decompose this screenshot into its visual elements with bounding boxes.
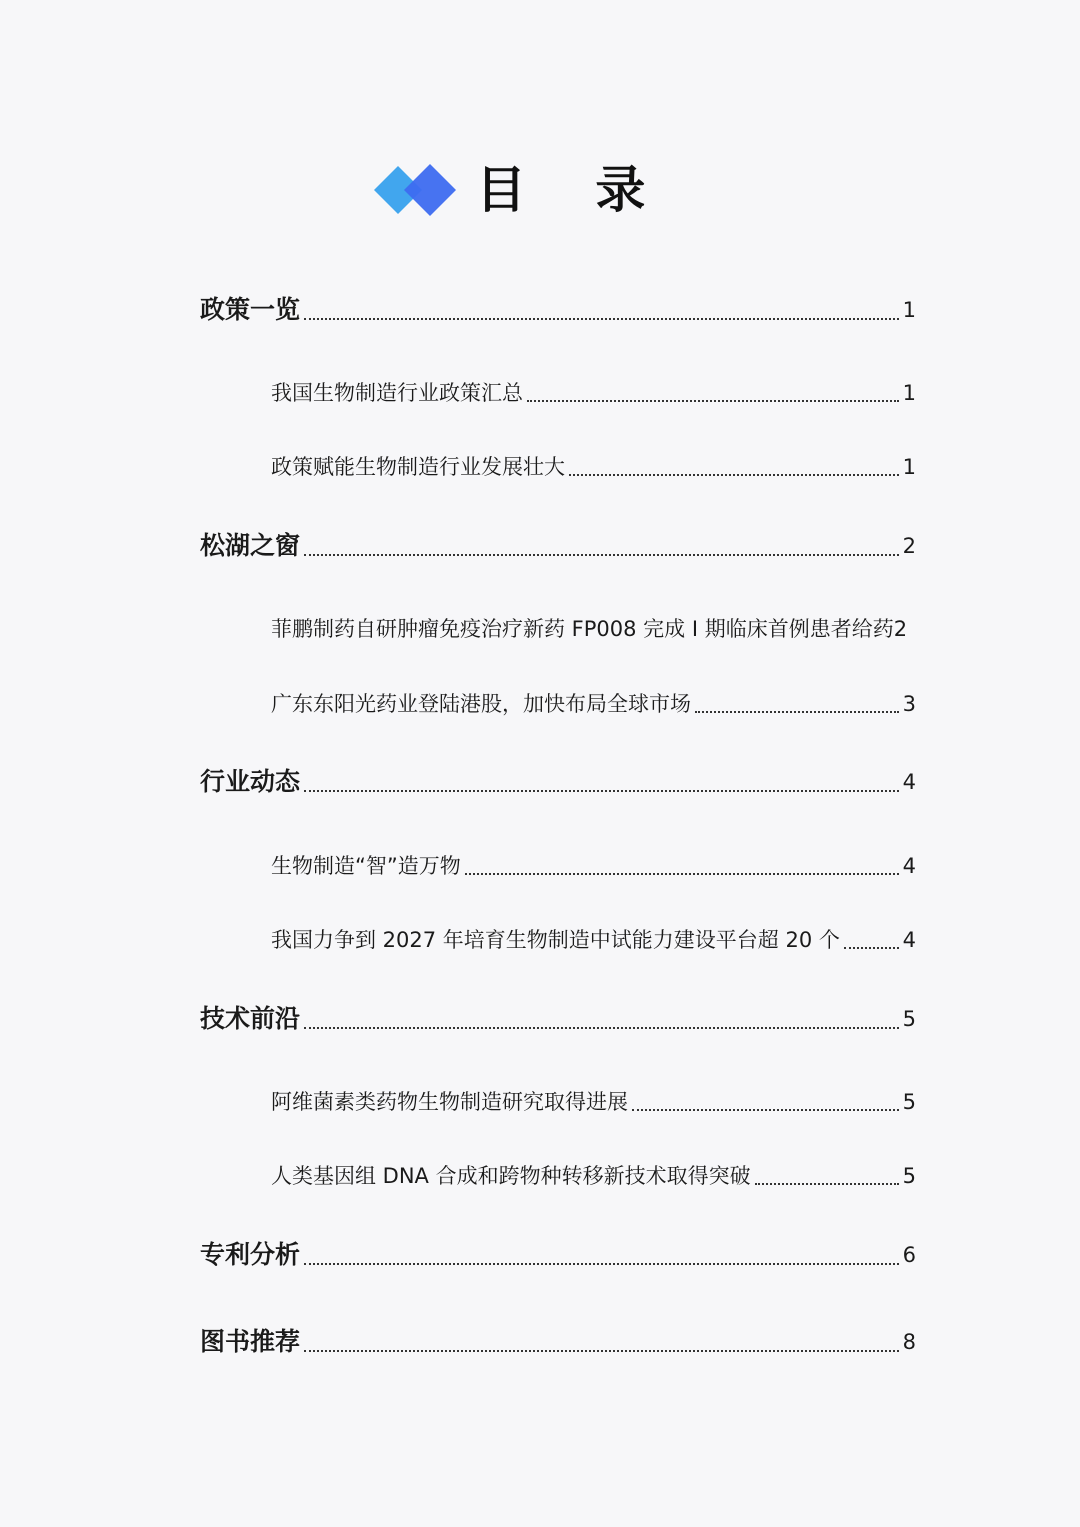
toc-entry[interactable] — [200, 1003, 916, 1035]
toc-entry[interactable] — [271, 689, 916, 719]
page-title: 目 录 — [476, 161, 672, 219]
toc-entry-page: 4 — [902, 854, 916, 878]
dot-leader — [304, 554, 899, 556]
toc-entry-label: 松湖之窗 — [200, 531, 301, 560]
toc-entry-label: 阿维菌素类药物生物制造研究取得进展 — [271, 1090, 628, 1114]
toc-entry-page: 2 — [893, 617, 908, 641]
toc-entry-page: 5 — [902, 1164, 916, 1188]
toc-entry-label: 政策赋能生物制造行业发展壮大 — [271, 455, 565, 479]
toc-entry-label: 专利分析 — [200, 1240, 301, 1269]
toc-entry[interactable] — [200, 294, 916, 326]
toc-entry-label: 生物制造“智”造万物 — [271, 854, 461, 878]
toc-entry-label: 广东东阳光药业登陆港股，加快布局全球市场 — [271, 692, 691, 716]
toc-entry[interactable] — [271, 1161, 916, 1191]
toc-heading — [370, 158, 671, 222]
dot-leader — [304, 1263, 899, 1265]
toc-entry[interactable] — [200, 1239, 916, 1271]
toc-entry[interactable] — [271, 1087, 916, 1117]
toc-entry-label: 技术前沿 — [200, 1004, 301, 1033]
toc-entry[interactable] — [271, 851, 916, 881]
toc-entry[interactable] — [200, 530, 916, 562]
toc-entry-label: 菲鹏制药自研肿瘤免疫治疗新药 FP008 完成 I 期临床首例患者给药 — [271, 617, 894, 641]
toc-entry-page: 4 — [902, 928, 916, 952]
toc-entry[interactable] — [271, 452, 916, 482]
dot-leader — [304, 1350, 899, 1352]
toc-entry-label: 政策一览 — [200, 295, 301, 324]
toc-entry-page: 8 — [902, 1330, 916, 1354]
dot-leader — [755, 1183, 899, 1185]
dot-leader — [844, 947, 899, 949]
dot-leader — [304, 1027, 899, 1029]
toc-entry-page: 3 — [902, 692, 916, 716]
dot-leader — [695, 711, 899, 713]
toc-entry[interactable] — [271, 378, 916, 408]
toc-entry-page: 1 — [902, 298, 916, 322]
toc-entry-page: 4 — [902, 770, 916, 794]
toc-entry-page: 5 — [902, 1007, 916, 1031]
dot-leader — [304, 790, 899, 792]
toc-entry[interactable] — [200, 1326, 916, 1358]
toc-entry[interactable] — [271, 614, 931, 644]
dot-leader — [569, 474, 899, 476]
toc-entry-page: 2 — [902, 534, 916, 558]
dot-leader — [304, 318, 899, 320]
dot-leader — [527, 400, 899, 402]
toc-entry-label: 图书推荐 — [200, 1327, 301, 1356]
dot-leader — [632, 1109, 899, 1111]
dot-leader — [465, 873, 899, 875]
toc-entry-page: 1 — [902, 455, 916, 479]
toc-entry-label: 我国力争到 2027 年培育生物制造中试能力建设平台超 20 个 — [271, 928, 840, 952]
toc-entry[interactable] — [200, 766, 916, 798]
toc-entry-page: 1 — [902, 381, 916, 405]
toc-entry[interactable] — [271, 925, 916, 955]
toc-entry-page: 6 — [902, 1243, 916, 1267]
toc-entry-page: 5 — [902, 1090, 916, 1114]
toc-entry-label: 我国生物制造行业政策汇总 — [271, 381, 523, 405]
toc-entry-label: 人类基因组 DNA 合成和跨物种转移新技术取得突破 — [271, 1164, 751, 1188]
diamond-logo-icon — [370, 160, 466, 220]
toc-entry-label: 行业动态 — [200, 767, 301, 796]
